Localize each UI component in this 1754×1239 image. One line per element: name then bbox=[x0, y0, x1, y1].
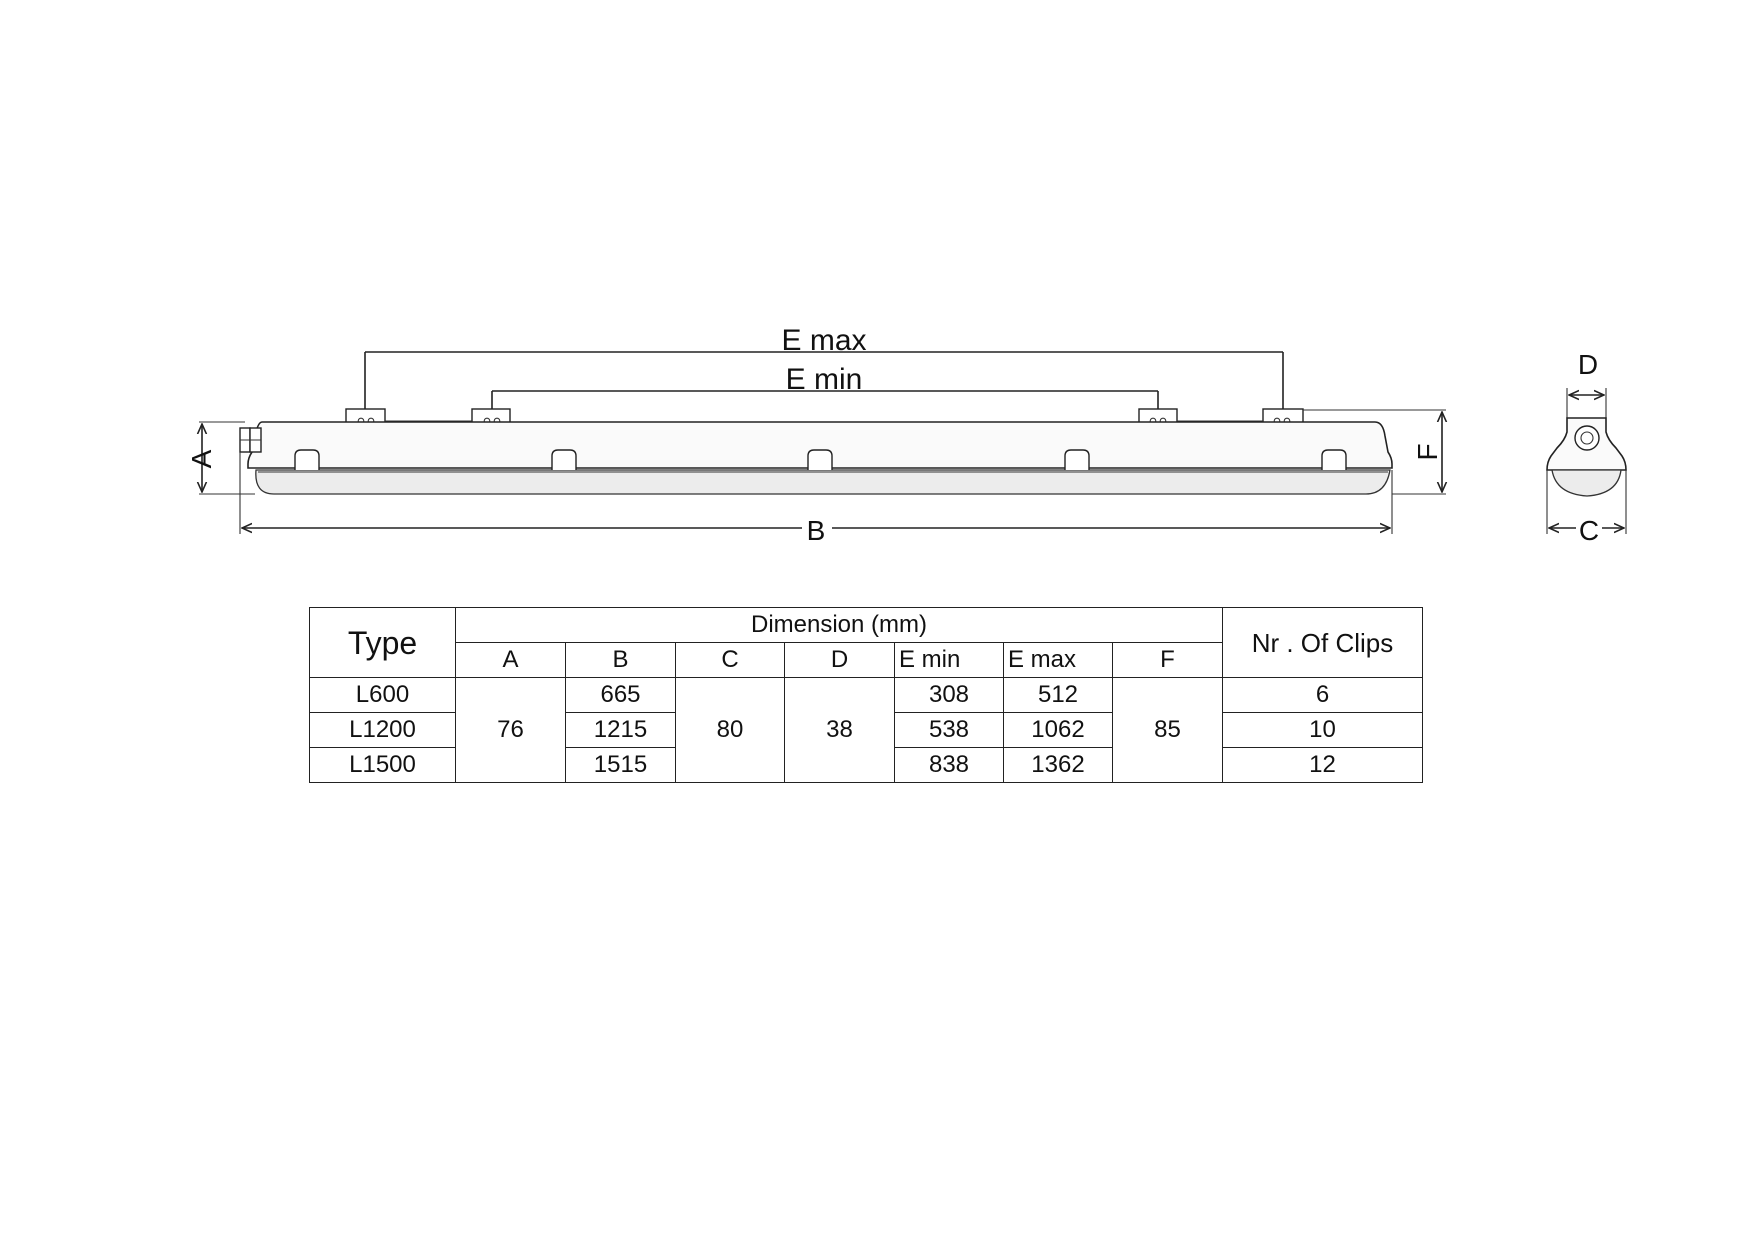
column-header: D bbox=[785, 643, 895, 678]
column-header: F bbox=[1113, 643, 1223, 678]
emax-value-cell: 512 bbox=[1004, 678, 1113, 713]
d-value-cell: 38 bbox=[785, 678, 895, 783]
emin-value-cell: 308 bbox=[895, 678, 1004, 713]
luminaire-dimension-drawing bbox=[0, 0, 1754, 560]
column-header: B bbox=[566, 643, 676, 678]
type-header: Type bbox=[310, 608, 456, 678]
column-header: E max bbox=[1004, 643, 1113, 678]
column-header: A bbox=[456, 643, 566, 678]
f-label: F bbox=[1412, 443, 1443, 461]
c-value-cell: 80 bbox=[676, 678, 785, 783]
f-value-cell: 85 bbox=[1113, 678, 1223, 783]
side-profile-diffuser bbox=[1552, 470, 1621, 496]
clips-header: Nr . Of Clips bbox=[1223, 608, 1423, 678]
emax-value-cell: 1062 bbox=[1004, 713, 1113, 748]
column-header: C bbox=[676, 643, 785, 678]
b-value-cell: 1515 bbox=[566, 748, 676, 783]
emin-value-cell: 838 bbox=[895, 748, 1004, 783]
column-header: E min bbox=[895, 643, 1004, 678]
type-cell: L600 bbox=[310, 678, 456, 713]
b-label: B bbox=[806, 515, 826, 546]
side-view bbox=[1547, 349, 1626, 546]
emax-value-cell: 1362 bbox=[1004, 748, 1113, 783]
type-cell: L1200 bbox=[310, 713, 456, 748]
luminaire-diffuser bbox=[256, 470, 1390, 494]
emin-dimension bbox=[492, 363, 1158, 410]
c-label: C bbox=[1578, 515, 1600, 546]
dimension-table bbox=[309, 607, 1423, 783]
d-label: D bbox=[1577, 349, 1599, 380]
clips-value-cell: 6 bbox=[1223, 678, 1423, 713]
clips-value-cell: 10 bbox=[1223, 713, 1423, 748]
emin-label: E min bbox=[785, 363, 863, 396]
table-row bbox=[310, 678, 1423, 713]
dimension-header: Dimension (mm) bbox=[456, 608, 1223, 643]
emin-value-cell: 538 bbox=[895, 713, 1004, 748]
type-cell: L1500 bbox=[310, 748, 456, 783]
b-value-cell: 665 bbox=[566, 678, 676, 713]
b-value-cell: 1215 bbox=[566, 713, 676, 748]
end-cap-connector bbox=[240, 428, 261, 452]
clips-value-cell: 12 bbox=[1223, 748, 1423, 783]
a-value-cell: 76 bbox=[456, 678, 566, 783]
table-header-row bbox=[310, 608, 1423, 643]
emax-label: E max bbox=[781, 324, 867, 357]
a-label: A bbox=[186, 449, 217, 469]
front-view bbox=[186, 324, 1446, 546]
